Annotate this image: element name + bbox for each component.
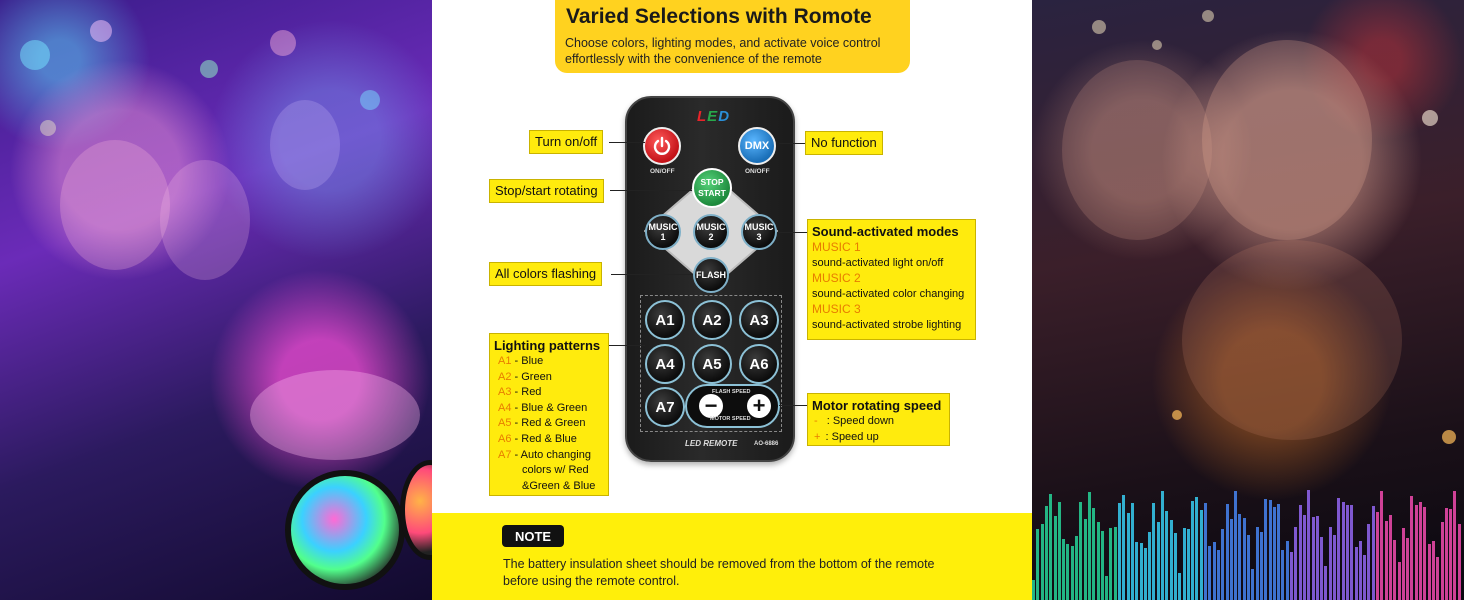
sound-wave-bar bbox=[1363, 555, 1366, 600]
sound-wave-bar bbox=[1406, 538, 1409, 600]
speed-up-desc bbox=[812, 430, 945, 446]
a4-label: A4 bbox=[655, 355, 675, 373]
music-1-name: MUSIC 1 bbox=[812, 240, 861, 254]
sound-wave-bar bbox=[1445, 508, 1448, 600]
pattern-a7 bbox=[498, 448, 604, 464]
flash-label: FLASH bbox=[696, 270, 726, 280]
speed-down-button[interactable] bbox=[699, 394, 723, 418]
sound-wave-bar bbox=[1286, 541, 1289, 600]
sound-wave-bar bbox=[1389, 515, 1392, 600]
sound-wave-bar bbox=[1049, 494, 1052, 600]
pattern-a1 bbox=[498, 354, 604, 370]
remote-model: AO-6886 bbox=[754, 441, 779, 447]
motor-speed-caption: MOTOR SPEED bbox=[710, 416, 751, 422]
sound-modes-box bbox=[807, 219, 976, 340]
sound-wave-bar bbox=[1187, 529, 1190, 600]
pattern-desc: - Auto changing bbox=[511, 448, 591, 461]
music-2-label: MUSIC 2 bbox=[696, 222, 726, 242]
plus-key: + bbox=[814, 430, 821, 443]
a7-button[interactable] bbox=[645, 387, 685, 427]
sound-wave-bar bbox=[1329, 527, 1332, 600]
sound-wave-bar bbox=[1281, 550, 1284, 600]
sound-wave-bar bbox=[1419, 502, 1422, 600]
pattern-a6 bbox=[498, 432, 604, 448]
pattern-desc: - Blue bbox=[511, 355, 544, 367]
lighting-patterns-title: Lighting patterns bbox=[494, 338, 601, 353]
sound-wave-bar bbox=[1101, 531, 1104, 600]
music-3-desc: sound-activated strobe lighting bbox=[812, 318, 962, 331]
music-3-button[interactable] bbox=[741, 214, 777, 250]
sound-wave-bar bbox=[1333, 535, 1336, 600]
sound-modes-title: Sound-activated modes bbox=[812, 224, 959, 239]
lighting-patterns-box bbox=[489, 333, 609, 496]
sound-wave-bar bbox=[1367, 524, 1370, 600]
music-2-button[interactable] bbox=[693, 214, 729, 250]
sound-wave-bar bbox=[1183, 528, 1186, 600]
page-subtitle: Choose colors, lighting modes, and activate voice control effortlessly with the convenience of the remote bbox=[565, 36, 881, 66]
sound-wave-bar bbox=[1079, 502, 1082, 600]
sound-wave-bar bbox=[1316, 516, 1319, 600]
a6-button[interactable] bbox=[739, 344, 779, 384]
sound-wave-bar bbox=[1131, 503, 1134, 600]
sound-wave-bar bbox=[1161, 491, 1164, 600]
music-2-name: MUSIC 2 bbox=[812, 271, 861, 286]
music-3-name: MUSIC 3 bbox=[812, 302, 861, 317]
sound-wave-bar bbox=[1342, 502, 1345, 600]
sound-wave-bar bbox=[1054, 516, 1057, 600]
sound-wave-bar bbox=[1294, 527, 1297, 600]
sound-wave-bar bbox=[1109, 528, 1112, 600]
sound-wave-bar bbox=[1195, 497, 1198, 600]
sound-wave-bar bbox=[1230, 519, 1233, 600]
pattern-desc: - Blue & Green bbox=[511, 401, 588, 414]
pattern-key: A5 bbox=[498, 417, 512, 430]
party-photo-right bbox=[1032, 0, 1464, 600]
pattern-desc: - Red & Green bbox=[511, 417, 586, 430]
sound-wave-bar bbox=[1458, 524, 1461, 600]
sound-wave-bar bbox=[1264, 499, 1267, 600]
sound-wave-bar bbox=[1290, 552, 1293, 600]
dmx-button[interactable] bbox=[738, 127, 776, 165]
pattern-key: A7 bbox=[498, 448, 512, 461]
sound-wave-bar bbox=[1299, 505, 1302, 600]
power-icon bbox=[652, 136, 672, 156]
connector-line bbox=[779, 405, 807, 406]
pattern-a2 bbox=[498, 370, 604, 386]
sound-wave-bar bbox=[1058, 502, 1061, 600]
disco-ball-icon bbox=[285, 470, 405, 590]
connector-line bbox=[609, 142, 645, 143]
sound-wave-bar bbox=[1152, 503, 1155, 600]
header-box bbox=[555, 0, 910, 73]
sound-wave-bar bbox=[1045, 506, 1048, 600]
connector-line bbox=[609, 345, 645, 346]
a2-label: A2 bbox=[702, 311, 722, 329]
sound-wave-bar bbox=[1346, 505, 1349, 600]
sound-wave-bar bbox=[1174, 533, 1177, 600]
sound-wave-bar bbox=[1213, 542, 1216, 600]
sound-wave-bar bbox=[1071, 546, 1074, 600]
page-title: Varied Selections with Romote bbox=[566, 5, 872, 28]
sound-wave-bar bbox=[1402, 528, 1405, 600]
minus-desc: : Speed down bbox=[823, 415, 895, 427]
sound-wave-bar bbox=[1032, 580, 1035, 600]
music-1-label: MUSIC 1 bbox=[648, 222, 678, 242]
sound-wave-bar bbox=[1097, 522, 1100, 600]
sound-wave-bar bbox=[1376, 512, 1379, 600]
power-caption: ON/OFF bbox=[650, 168, 675, 175]
motor-speed-title: Motor rotating speed bbox=[812, 398, 942, 413]
pattern-key: A6 bbox=[498, 432, 512, 445]
sound-wave-bar bbox=[1140, 543, 1143, 600]
sound-wave-bar bbox=[1088, 492, 1091, 600]
sound-wave-bar bbox=[1234, 491, 1237, 600]
flash-button[interactable] bbox=[693, 257, 729, 293]
a1-label: A1 bbox=[655, 311, 675, 329]
sound-wave-bar bbox=[1269, 500, 1272, 600]
minus-key: - bbox=[814, 415, 818, 427]
sound-wave-bar bbox=[1204, 503, 1207, 600]
a3-label: A3 bbox=[749, 311, 769, 329]
flash-speed-caption: FLASH SPEED bbox=[712, 389, 751, 395]
motor-speed-box bbox=[807, 393, 950, 446]
sound-wave-bar bbox=[1312, 517, 1315, 600]
connector-line bbox=[777, 232, 807, 233]
sound-wave-bar bbox=[1410, 496, 1413, 600]
remote-brand: LED bbox=[697, 108, 731, 125]
pattern-a7-cont: colors w/ Red bbox=[522, 464, 589, 477]
pattern-desc: - Green bbox=[511, 370, 552, 383]
a1-button[interactable] bbox=[645, 300, 685, 340]
sound-wave-bar bbox=[1423, 507, 1426, 600]
sound-wave-bar bbox=[1359, 541, 1362, 600]
connector-line bbox=[779, 143, 805, 144]
sound-wave-bar bbox=[1277, 504, 1280, 600]
sound-wave-bar bbox=[1114, 527, 1117, 600]
sound-wave-bar bbox=[1092, 508, 1095, 600]
music-1-desc: sound-activated light on/off bbox=[812, 256, 944, 269]
sound-wave-bar bbox=[1226, 504, 1229, 600]
sound-wave-bar bbox=[1436, 557, 1439, 600]
pattern-key: A1 bbox=[498, 355, 512, 367]
sound-wave-bar bbox=[1122, 495, 1125, 600]
speed-down-desc bbox=[812, 414, 945, 430]
dmx-caption: ON/OFF bbox=[745, 168, 770, 175]
all-colors-flashing-label: All colors flashing bbox=[489, 262, 602, 286]
sound-wave-bar bbox=[1135, 542, 1138, 600]
sound-wave-bar bbox=[1178, 573, 1181, 600]
dmx-label: DMX bbox=[744, 140, 770, 152]
no-function-label: No function bbox=[805, 131, 883, 155]
pattern-key: A3 bbox=[498, 386, 512, 399]
sound-wave-bar bbox=[1441, 522, 1444, 600]
turn-on-off-label: Turn on/off bbox=[529, 130, 603, 154]
party-photo-left bbox=[0, 0, 432, 600]
pattern-desc: - Red bbox=[511, 386, 542, 399]
sound-wave-bar bbox=[1238, 514, 1241, 600]
sound-wave-bar bbox=[1041, 524, 1044, 600]
sound-wave-bar bbox=[1170, 520, 1173, 600]
sound-wave-bar bbox=[1118, 503, 1121, 600]
sound-wave-bar bbox=[1066, 544, 1069, 600]
pattern-key: A2 bbox=[498, 370, 512, 383]
sound-wave-bar bbox=[1453, 491, 1456, 600]
a5-label: A5 bbox=[702, 355, 722, 373]
sound-wave-bar bbox=[1372, 506, 1375, 600]
sound-wave-bar bbox=[1144, 548, 1147, 600]
a7-label: A7 bbox=[655, 398, 675, 416]
sound-wave-bar bbox=[1256, 527, 1259, 600]
stop-start-label: STOP START bbox=[698, 177, 726, 198]
pattern-a5 bbox=[498, 416, 604, 432]
music-2-desc: sound-activated color changing bbox=[812, 287, 965, 300]
plus-desc: : Speed up bbox=[822, 430, 879, 443]
sound-wave-bar bbox=[1157, 522, 1160, 600]
sound-wave-bar bbox=[1148, 532, 1151, 600]
sound-wave-bar bbox=[1221, 529, 1224, 600]
sound-wave-bar bbox=[1380, 491, 1383, 600]
sound-wave-bar bbox=[1355, 547, 1358, 600]
sound-wave-bar bbox=[1243, 518, 1246, 600]
sound-wave-graphic bbox=[1032, 480, 1464, 600]
a5-button[interactable] bbox=[692, 344, 732, 384]
a2-button[interactable] bbox=[692, 300, 732, 340]
sound-wave-bar bbox=[1105, 576, 1108, 600]
sound-wave-bar bbox=[1217, 550, 1220, 600]
connector-line bbox=[610, 190, 692, 191]
speed-up-button[interactable] bbox=[747, 394, 771, 418]
pattern-a7-cont: &Green & Blue bbox=[522, 479, 596, 492]
sound-wave-bar bbox=[1273, 507, 1276, 600]
note-tag: NOTE bbox=[502, 525, 564, 547]
sound-wave-bar bbox=[1415, 505, 1418, 600]
sound-wave-bar bbox=[1385, 521, 1388, 600]
sound-wave-bar bbox=[1432, 541, 1435, 600]
sound-wave-bar bbox=[1324, 566, 1327, 600]
note-text: The battery insulation sheet should be removed from the bottom of the remote before using the remote control. bbox=[503, 557, 935, 588]
sound-wave-bar bbox=[1062, 539, 1065, 600]
sound-wave-bar bbox=[1191, 501, 1194, 600]
sound-wave-bar bbox=[1075, 536, 1078, 600]
sound-wave-bar bbox=[1208, 546, 1211, 600]
sound-wave-bar bbox=[1320, 537, 1323, 600]
sound-wave-bar bbox=[1165, 511, 1168, 600]
sound-wave-bar bbox=[1337, 498, 1340, 600]
minus-icon: − bbox=[704, 393, 718, 418]
music-3-label: MUSIC 3 bbox=[744, 222, 774, 242]
pattern-desc: - Red & Blue bbox=[511, 432, 577, 445]
disco-ball-icon bbox=[400, 460, 432, 560]
sound-wave-bar bbox=[1428, 544, 1431, 600]
sound-wave-bar bbox=[1449, 509, 1452, 600]
sound-wave-bar bbox=[1260, 532, 1263, 600]
a3-button[interactable] bbox=[739, 300, 779, 340]
stop-start-button[interactable] bbox=[692, 168, 732, 208]
connector-line bbox=[611, 274, 693, 275]
stop-start-rotating-label: Stop/start rotating bbox=[489, 179, 604, 203]
sound-wave-bar bbox=[1393, 540, 1396, 600]
a6-label: A6 bbox=[749, 355, 769, 373]
pattern-a3 bbox=[498, 385, 604, 401]
power-button[interactable] bbox=[643, 127, 681, 165]
a4-button[interactable] bbox=[645, 344, 685, 384]
plus-icon: + bbox=[752, 393, 766, 418]
sound-wave-bar bbox=[1247, 535, 1250, 600]
pattern-key: A4 bbox=[498, 401, 512, 414]
sound-wave-bar bbox=[1084, 519, 1087, 600]
sound-wave-bar bbox=[1307, 490, 1310, 600]
sound-wave-bar bbox=[1251, 569, 1254, 600]
pattern-a4 bbox=[498, 401, 604, 417]
sound-wave-bar bbox=[1350, 505, 1353, 600]
sound-wave-bar bbox=[1398, 562, 1401, 600]
sound-wave-bar bbox=[1200, 510, 1203, 600]
remote-footer-label: LED REMOTE bbox=[685, 439, 738, 448]
music-1-button[interactable] bbox=[645, 214, 681, 250]
sound-wave-bar bbox=[1303, 515, 1306, 600]
sound-wave-bar bbox=[1127, 513, 1130, 600]
sound-wave-bar bbox=[1036, 529, 1039, 600]
